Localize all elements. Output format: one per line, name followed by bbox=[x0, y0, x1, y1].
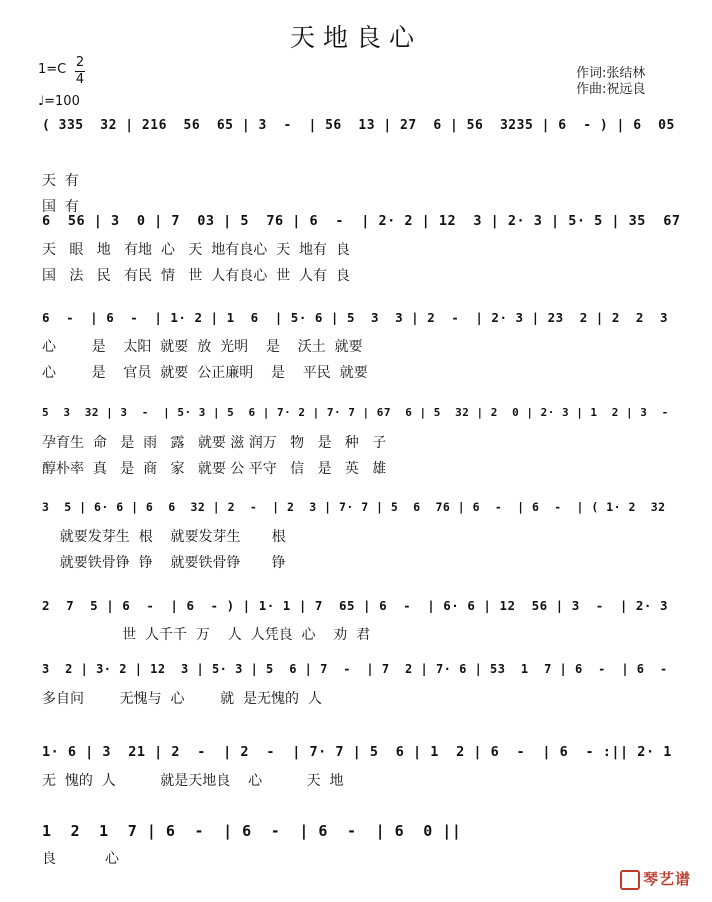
lyric-line: 孕育生 命 是 雨 露 就要 滋 润万 物 是 种 子 bbox=[42, 435, 387, 451]
notation-line: 5 3 32 | 3 - | 5· 3 | 5 6 | 7· 2 | 7· 7 | 67 6 | 5 32 | 2 0 | 2· 3 | 1 2 | 3 - bbox=[42, 406, 669, 419]
lyric-line: 醇朴率 真 是 商 家 就要 公 平守 信 是 英 雄 bbox=[42, 461, 387, 477]
lyric-line: 天 有 bbox=[42, 173, 79, 189]
lyricist: 作词:张结林 bbox=[576, 66, 646, 81]
lyric-line: 就要发芽生 根 就要发芽生 根 bbox=[42, 529, 286, 545]
notation-line: 3 5 | 6· 6 | 6 6 32 | 2 - | 2 3 | 7· 7 | 5 6 76 | 6 - | 6 - | ( 1· 2 32 bbox=[42, 500, 666, 514]
lyric-line: 国 有 bbox=[42, 199, 79, 215]
composer: 作曲:祝远良 bbox=[576, 82, 646, 97]
lyric-line: 国 法 民 有民 情 世 人有良心 世 人有 良 bbox=[42, 268, 350, 284]
lyric-line: 心 是 太阳 就要 放 光明 是 沃土 就要 bbox=[42, 339, 363, 355]
watermark-logo bbox=[620, 868, 691, 890]
lyric-line: 世 人千千 万 人 人凭良 心 劝 君 bbox=[42, 627, 371, 643]
time-bottom: 4 bbox=[75, 72, 85, 87]
notation-line: 1 2 1 7 | 6 - | 6 - | 6 - | 6 0 || bbox=[42, 822, 462, 840]
lyric-line: 心 是 官员 就要 公正廉明 是 平民 就要 bbox=[42, 365, 368, 381]
lyric-line: 无 愧的 人 就是天地良 心 天 地 bbox=[42, 773, 344, 789]
tempo-marking: ♩=100 bbox=[38, 94, 80, 109]
notation-line: 6 - | 6 - | 1· 2 | 1 6 | 5· 6 | 5 3 3 | 2 - | 2· 3 | 23 2 | 2 2 3 bbox=[42, 310, 668, 325]
lyric-line: 天 眼 地 有地 心 天 地有良心 天 地有 良 bbox=[42, 242, 350, 258]
song-title: 天地良心 bbox=[289, 23, 422, 52]
notation-line: 2 7 5 | 6 - | 6 - ) | 1· 1 | 7 65 | 6 - | 6· 6 | 12 56 | 3 - | 2· 3 bbox=[42, 598, 668, 613]
lyric-line: 良 心 bbox=[42, 851, 119, 867]
time-top: 2 bbox=[75, 55, 85, 70]
notation-line: 1· 6 | 3 21 | 2 - | 2 - | 7· 7 | 5 6 | 1 2 | 6 - | 6 - :|| 2· 1 bbox=[42, 744, 672, 760]
lyric-line: 多自问 无愧与 心 就 是无愧的 人 bbox=[42, 691, 322, 707]
lyric-line: 就要铁骨铮 铮 就要铁骨铮 铮 bbox=[42, 555, 286, 571]
notation-line: 6 56 | 3 0 | 7 03 | 5 76 | 6 - | 2· 2 | 12 3 | 2· 3 | 5· 5 | 35 67 bbox=[42, 213, 681, 229]
watermark-text: 琴艺谱 bbox=[643, 870, 692, 888]
credits bbox=[576, 66, 645, 98]
key-signature: 1=C bbox=[38, 62, 67, 77]
time-signature bbox=[75, 56, 85, 87]
notation-line: ( 335 32 | 216 56 65 | 3 - | 56 13 | 27 6 | 56 3235 | 6 - ) | 6 05 bbox=[42, 118, 675, 133]
logo-icon bbox=[620, 870, 640, 890]
notation-line: 3 2 | 3· 2 | 12 3 | 5· 3 | 5 6 | 7 - | 7 2 | 7· 6 | 53 1 7 | 6 - | 6 - bbox=[42, 662, 668, 676]
